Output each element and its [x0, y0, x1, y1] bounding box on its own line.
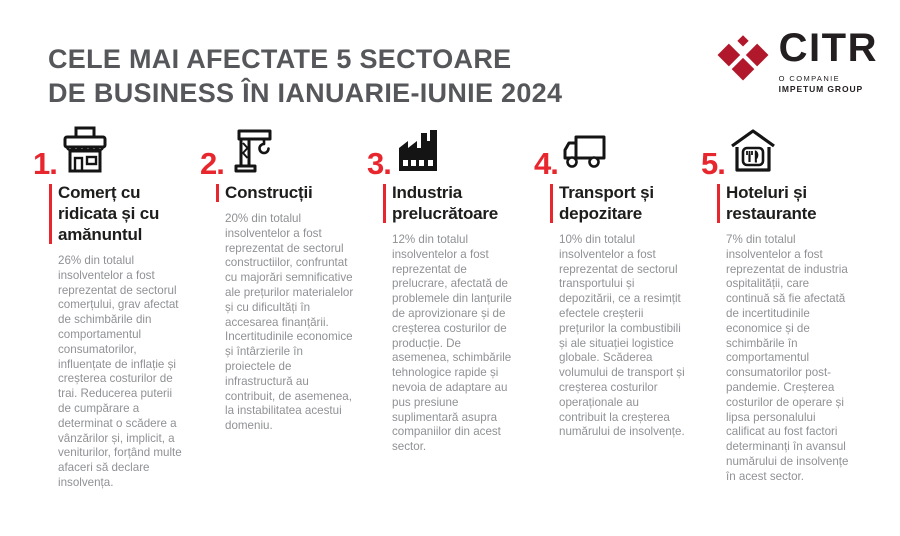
page-title — [48, 42, 562, 110]
sector-5-head — [701, 122, 855, 181]
sector-5-description: 7% din totalul insolventelor a fost reprezentat de industria ospitalității, care continuă să fie afectată de incertitudinile economice și de schimbările în comportamentul consumatorilor post-pandemie. Creșterea costurilor de operare și lipsa personalului calificat au fost factori determinanți în avansul numărului de insolvențe în acest sector. — [726, 233, 849, 483]
sector-5-title: Hoteluri și restaurante — [717, 182, 855, 224]
sector-3-head — [367, 122, 521, 181]
sector-3-title: Industria prelucrătoare — [383, 182, 521, 224]
sector-1-description: 26% din totalul insolventelor a fost reprezentat de sectorul comerțului, grav afectat de schimbările din comportamentul consumatorilor, influențate de inflație și creșterea costurilor de trai. Reducerea puterii de cumpărare a determinat o scădere a vânzărilor și, implicit, a veniturilor, forțând multe afaceri să declare insolvența. — [58, 254, 182, 489]
citr-logo — [716, 28, 878, 94]
sector-4-title: Transport și depozitare — [550, 182, 688, 224]
page-title-line2: DE BUSINESS ÎN IANUARIE-IUNIE 2024 — [48, 78, 563, 108]
logo-tagline-line1: O COMPANIE — [778, 74, 841, 83]
sector-4-body — [550, 182, 688, 440]
sector-4-head — [534, 122, 688, 181]
page-title-line1: CELE MAI AFECTATE 5 SECTOARE — [48, 44, 512, 74]
sector-3-description: 12% din totalul insolventelor a fost reprezentat de prelucrare, afectată de problemele din lanțurile de aprovizionare și de creșterea costurilor de producție. De asemenea, schimbările tehnologice rapide și nevoia de adaptare au pus presiune suplimentară asupra companiilor din acest sector. — [392, 233, 512, 454]
sector-1-rank: 1. — [33, 146, 57, 181]
storefront-icon — [60, 126, 110, 176]
sector-column-2 — [200, 122, 367, 491]
sector-columns — [33, 122, 868, 491]
sector-2-body — [216, 182, 354, 434]
factory-icon — [394, 126, 444, 176]
sector-column-5 — [701, 122, 868, 491]
sector-3-body — [383, 182, 521, 455]
sector-2-title: Construcții — [216, 182, 354, 203]
hotel-restaurant-icon — [728, 126, 778, 176]
sector-1-body — [49, 182, 187, 491]
citr-diamond-icon — [716, 28, 770, 82]
sector-1-head — [33, 122, 187, 181]
sector-2-head — [200, 122, 354, 181]
sector-column-1 — [33, 122, 200, 491]
sector-4-description: 10% din totalul insolventelor a fost reprezentat de sectorul transportului și depozitării, ce a resimțit efectele creșterii prețurilor la combustibili și ale situației logistice globale. Scăderea volumului de transport și creșterea costurilor operaționale au contribuit la creșterea numărului de insolvențe. — [559, 233, 685, 439]
sector-5-body — [717, 182, 855, 485]
sector-5-rank: 5. — [701, 146, 725, 181]
sector-2-rank: 2. — [200, 146, 224, 181]
logo-text-block — [779, 28, 878, 94]
logo-tagline-line2: IMPETUM GROUP — [778, 84, 864, 94]
sector-2-description: 20% din totalul insolventelor a fost reprezentat de sectorul constructiilor, confruntat cu majorări semnificative ale prețurilor materialelor și cu dificultăți în accesarea finanțării. Incertitudinile economice și întârzierile în proiectele de infrastructură au contribuit, de asemenea, la instabilitatea acestui domeniu. — [225, 212, 354, 433]
truck-icon — [561, 126, 611, 176]
sector-3-rank: 3. — [367, 146, 391, 181]
logo-wordmark: CITR — [778, 26, 878, 70]
sector-column-3 — [367, 122, 534, 491]
sector-column-4 — [534, 122, 701, 491]
crane-icon — [227, 126, 277, 176]
sector-4-rank: 4. — [534, 146, 558, 181]
sector-1-title: Comerț cu ridicata și cu amănuntul — [49, 182, 187, 245]
